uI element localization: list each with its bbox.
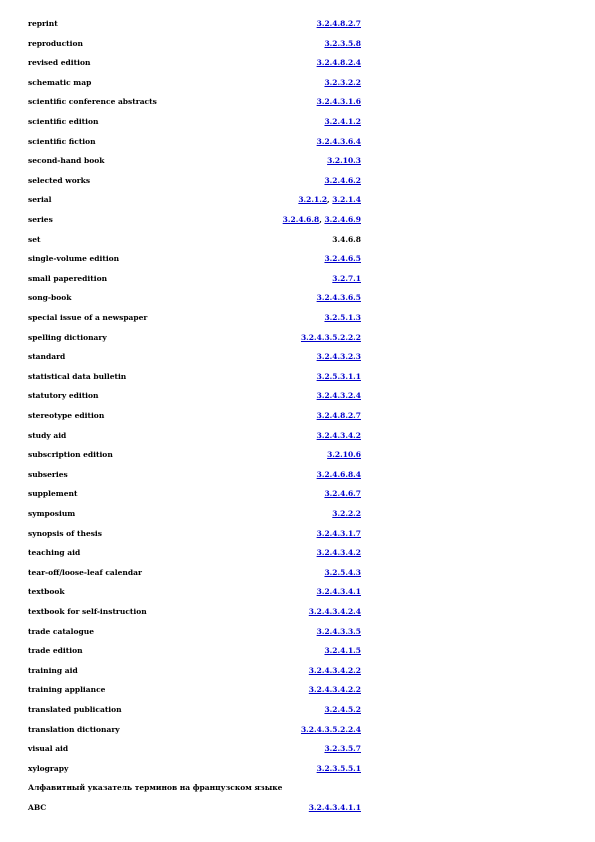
reference-link[interactable]: 3.2.4.3.4.2.4 xyxy=(308,607,361,616)
index-references xyxy=(283,213,361,227)
reference-link[interactable]: 3.2.4.3.2.3 xyxy=(316,352,361,361)
index-entry xyxy=(0,762,595,776)
index-references xyxy=(317,468,361,482)
index-term: selected works xyxy=(28,176,91,185)
index-references xyxy=(317,409,361,423)
index-references xyxy=(317,625,361,639)
reference-link[interactable]: 3.2.3.2.2 xyxy=(324,78,361,87)
index-entry xyxy=(0,272,595,286)
index-term: training aid xyxy=(28,666,78,675)
index-references xyxy=(327,448,361,462)
index-references xyxy=(317,546,361,560)
reference-link[interactable]: 3.2.4.3.4.2.2 xyxy=(308,666,361,675)
index-term: statistical data bulletin xyxy=(28,372,127,381)
index-entry xyxy=(0,56,595,70)
index-references xyxy=(324,703,361,717)
reference-link[interactable]: 3.2.4.6.7 xyxy=(324,489,361,498)
index-references xyxy=(309,683,361,697)
index-entry xyxy=(0,605,595,619)
index-references xyxy=(324,311,361,325)
index-term: series xyxy=(28,215,53,224)
index-entry xyxy=(0,291,595,305)
reference-link[interactable]: 3.2.4.3.2.4 xyxy=(316,391,361,400)
index-term: second-hand book xyxy=(28,156,105,165)
index-term: visual aid xyxy=(28,744,69,753)
index-references xyxy=(332,233,361,247)
index-references xyxy=(317,95,361,109)
reference-link[interactable]: 3.2.4.3.4.1 xyxy=(316,587,361,596)
index-entry xyxy=(0,37,595,51)
reference-link[interactable]: 3.2.4.8.2.7 xyxy=(316,411,361,420)
index-term: special issue of a newspaper xyxy=(28,313,148,322)
index-term: trade edition xyxy=(28,646,83,655)
reference-link[interactable]: 3.2.4.3.4.2 xyxy=(316,548,361,557)
index-entry xyxy=(0,233,595,247)
reference-link[interactable]: 3.2.10.3 xyxy=(327,156,361,165)
index-references xyxy=(324,174,361,188)
index-term: serial xyxy=(28,195,52,204)
reference-link[interactable]: 3.2.4.8.2.4 xyxy=(316,58,361,67)
reference-link[interactable]: 3.2.3.5.7 xyxy=(324,744,361,753)
reference-link[interactable]: 3.2.4.3.5.2.2.2 xyxy=(300,333,361,342)
index-term: translated publication xyxy=(28,705,122,714)
index-references xyxy=(327,154,361,168)
index-term: reprint xyxy=(28,19,58,28)
index-references xyxy=(301,331,361,345)
index-references xyxy=(309,605,361,619)
index-entry xyxy=(0,370,595,384)
index-term: standard xyxy=(28,352,66,361)
index-entry xyxy=(0,703,595,717)
index-entry xyxy=(0,527,595,541)
index-references xyxy=(317,370,361,384)
index-entry xyxy=(0,644,595,658)
reference-link[interactable]: 3.2.2.2 xyxy=(332,509,361,518)
reference-link[interactable]: 3.2.4.3.3.5 xyxy=(316,627,361,636)
index-references xyxy=(324,566,361,580)
index-entry xyxy=(0,17,595,31)
reference-link[interactable]: 3.2.4.6.5 xyxy=(324,254,361,263)
index-references xyxy=(324,252,361,266)
index-entry xyxy=(0,683,595,697)
index-references xyxy=(324,644,361,658)
index-entry xyxy=(0,585,595,599)
index-term: revised edition xyxy=(28,58,91,67)
reference-link[interactable]: 3.2.4.6.8 xyxy=(282,215,320,224)
index-term: single-volume edition xyxy=(28,254,120,263)
reference-link[interactable]: 3.2.4.3.4.2 xyxy=(316,431,361,440)
reference-link[interactable]: 3.2.4.8.2.7 xyxy=(316,19,361,28)
reference-link[interactable]: 3.2.4.5.2 xyxy=(324,705,361,714)
index-entry xyxy=(0,448,595,462)
index-references xyxy=(324,37,361,51)
index-entry xyxy=(0,213,595,227)
index-entry xyxy=(0,350,595,364)
index-references xyxy=(317,585,361,599)
index-entry xyxy=(0,625,595,639)
index-entry xyxy=(0,801,595,815)
index-term: scientific fiction xyxy=(28,137,96,146)
reference-link[interactable]: 3.2.5.3.1.1 xyxy=(316,372,361,381)
index-term: scientific edition xyxy=(28,117,99,126)
reference-link[interactable]: 3.2.4.6.8.4 xyxy=(316,470,361,479)
index-entry xyxy=(0,546,595,560)
reference-link[interactable]: 3.2.3.5.5.1 xyxy=(316,764,361,773)
index-term: xylograpy xyxy=(28,764,69,773)
index-references xyxy=(317,762,361,776)
reference-link[interactable]: 3.2.4.6.2 xyxy=(324,176,361,185)
reference-link[interactable]: 3.2.7.1 xyxy=(332,274,361,283)
index-references xyxy=(298,193,361,207)
reference-text: 3.4.6.8 xyxy=(332,235,361,244)
reference-link[interactable]: 3.2.4.1.5 xyxy=(324,646,361,655)
index-references xyxy=(324,742,361,756)
reference-link[interactable]: 3.2.5.1.3 xyxy=(324,313,361,322)
index-term: study aid xyxy=(28,431,67,440)
index-term: ABC xyxy=(28,803,47,812)
reference-separator: , xyxy=(319,215,325,224)
index-entry xyxy=(0,174,595,188)
index-references xyxy=(309,664,361,678)
index-term: schematic map xyxy=(28,78,92,87)
index-term: synopsis of thesis xyxy=(28,529,103,538)
index-term: symposium xyxy=(28,509,76,518)
index-entry xyxy=(0,429,595,443)
reference-separator: , xyxy=(327,195,333,204)
index-term: spelling dictionary xyxy=(28,333,107,342)
index-references xyxy=(317,389,361,403)
index-entry xyxy=(0,115,595,129)
index-entry xyxy=(0,723,595,737)
index-term: supplement xyxy=(28,489,78,498)
index-term: trade catalogue xyxy=(28,627,94,636)
index-term: scientific conference abstracts xyxy=(28,97,157,106)
index-term: reproduction xyxy=(28,39,83,48)
index-references xyxy=(324,115,361,129)
index-references xyxy=(317,291,361,305)
reference-link[interactable]: 3.2.1.4 xyxy=(332,195,361,204)
reference-link[interactable]: 3.2.4.3.1.7 xyxy=(316,529,361,538)
index-entry xyxy=(0,95,595,109)
index-entry xyxy=(0,409,595,423)
index-entry xyxy=(0,742,595,756)
index-entry xyxy=(0,154,595,168)
index-term: stereotype edition xyxy=(28,411,105,420)
reference-link[interactable]: 3.2.4.3.6.5 xyxy=(316,293,361,302)
index-term: statutory edition xyxy=(28,391,99,400)
index-term: translation dictionary xyxy=(28,725,120,734)
reference-link[interactable]: 3.2.4.1.2 xyxy=(324,117,361,126)
index-entry xyxy=(0,389,595,403)
section-heading: Алфавитный указатель терминов на французском языке xyxy=(28,783,283,792)
reference-link[interactable]: 3.2.4.3.4.2.2 xyxy=(308,685,361,694)
index-references xyxy=(301,723,361,737)
index-references xyxy=(317,527,361,541)
index-entry xyxy=(0,193,595,207)
reference-link[interactable]: 3.2.4.3.5.2.2.4 xyxy=(300,725,361,734)
reference-link[interactable]: 3.2.5.4.3 xyxy=(324,568,361,577)
index-references xyxy=(317,56,361,70)
index-entry xyxy=(0,664,595,678)
index-term: set xyxy=(28,235,41,244)
index-references xyxy=(317,429,361,443)
index-term: tear-off/loose-leaf calendar xyxy=(28,568,142,577)
index-references xyxy=(324,76,361,90)
index-entry xyxy=(0,468,595,482)
index-references xyxy=(324,487,361,501)
index-references xyxy=(317,135,361,149)
index-term: textbook for self-instruction xyxy=(28,607,147,616)
index-term: textbook xyxy=(28,587,65,596)
index-entry xyxy=(0,311,595,325)
index-entry xyxy=(0,507,595,521)
reference-link[interactable]: 3.2.4.3.6.4 xyxy=(316,137,361,146)
reference-link[interactable]: 3.2.1.2 xyxy=(298,195,328,204)
index-term: teaching aid xyxy=(28,548,81,557)
index-entry xyxy=(0,487,595,501)
reference-link[interactable]: 3.2.4.3.1.6 xyxy=(316,97,361,106)
index-term: song-book xyxy=(28,293,72,302)
index-term: training appliance xyxy=(28,685,106,694)
reference-link[interactable]: 3.2.10.6 xyxy=(327,450,361,459)
index-entry xyxy=(0,135,595,149)
index-references xyxy=(332,272,361,286)
index-references xyxy=(317,17,361,31)
index-references xyxy=(309,801,361,815)
reference-link[interactable]: 3.2.3.5.8 xyxy=(324,39,361,48)
reference-link[interactable]: 3.2.4.6.9 xyxy=(324,215,361,224)
index-term: subseries xyxy=(28,470,68,479)
index-references xyxy=(332,507,361,521)
index-term: small paperedition xyxy=(28,274,108,283)
index-references xyxy=(317,350,361,364)
index-term: subscription edition xyxy=(28,450,113,459)
reference-link[interactable]: 3.2.4.3.4.1.1 xyxy=(308,803,361,812)
index-entry xyxy=(0,331,595,345)
index-entry xyxy=(0,252,595,266)
index-entry xyxy=(0,566,595,580)
index-entry xyxy=(0,76,595,90)
